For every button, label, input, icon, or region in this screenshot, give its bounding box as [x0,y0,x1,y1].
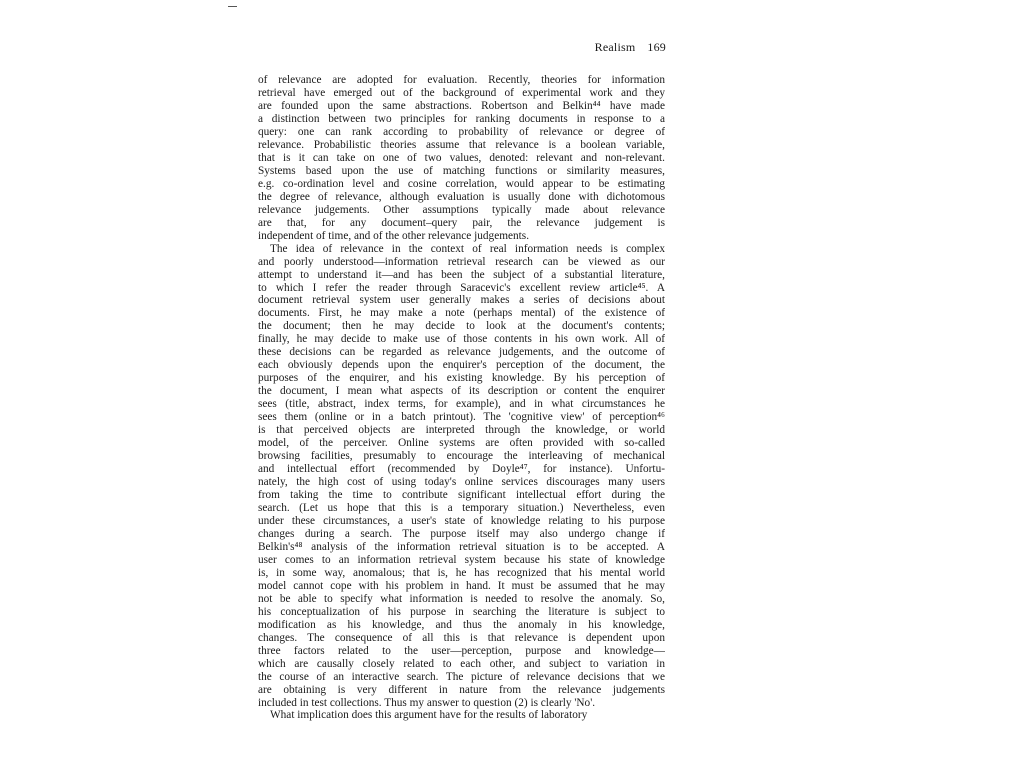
text-line: and intellectual effort (recommended by Doyle⁴⁷, for instance). Unfortu- [258,463,665,476]
text-line: of relevance are adopted for evaluation. Recently, theories for information [258,74,665,86]
text-line: is that perceived objects are interpreted through the knowledge, or world [258,424,665,437]
text-line: browsing facilities, presumably to encourage the interleaving of mechanical [258,450,665,463]
text-line: the document; then he may decide to look at the document's contents; [258,320,665,333]
text-line: sees (title, abstract, index terms, for example), and in what circumstances he [258,398,665,411]
text-line: documents. First, he may make a note (perhaps mental) of the existence of [258,307,665,320]
paragraph [258,243,665,710]
text-line: the course of an interactive search. The picture of relevance decisions that we [258,670,665,683]
text-line: under these circumstances, a user's state of knowledge relating to his purpose [258,514,665,527]
text-line: not be able to specify what information is needed to resolve the anomaly. So, [258,592,665,605]
text-line: his conceptualization of his purpose in searching the literature is subject to [258,605,665,618]
text-line: that is it can take on one of two values, denoted: relevant and non-relevant. [258,151,665,164]
body-text [258,74,665,722]
paragraph [258,74,665,243]
text-line: changes. The consequence of all this is that relevance is dependent upon [258,631,665,644]
text-line: the degree of relevance, although evaluation is usually done with dichotomous [258,190,665,203]
text-line: are that, for any document–query pair, the relevance judgement is [258,216,665,229]
text-line: is, in some way, anomalous; that is, he has recognized that his mental world [258,566,665,579]
paragraph [258,709,665,722]
text-line: three factors related to the user—perception, purpose and knowledge— [258,644,665,657]
text-line: are obtaining is very different in nature from the relevance judgements [258,683,665,696]
text-line: user comes to an information retrieval system because his state of knowledge [258,553,665,566]
text-line: query: one can rank according to probability of relevance or degree of [258,125,665,138]
text-line: model cannot cope with his problem in hand. It must be assumed that he may [258,579,665,592]
text-line: attempt to understand it—and has been the subject of a substantial literature, [258,268,665,281]
text-line: relevance. Probabilistic theories assume that relevance is a boolean variable, [258,138,665,151]
text-line: the document, I mean what aspects of its description or content the enquirer [258,385,665,398]
text-line: changes during a search. The purpose itself may also undergo change if [258,527,665,540]
text-line: relevance judgements. Other assumptions typically made about relevance [258,203,665,216]
text-line: each obviously depends upon the enquirer's perception of the document, the [258,359,665,372]
text-line: modification as his knowledge, and thus the anomaly in his knowledge, [258,618,665,631]
text-line: e.g. co-ordination level and cosine correlation, would appear to be estimating [258,177,665,190]
text-line: Systems based upon the use of matching functions or similarity measures, [258,164,665,177]
text-line: document retrieval system user generally makes a series of decisions about [258,294,665,307]
text-line: and poorly understood—information retrieval research can be viewed as our [258,255,665,268]
text-line: are founded upon the same abstractions. Robertson and Belkin⁴⁴ have made [258,99,665,112]
text-line: which are causally closely related to each other, and subject to variation in [258,657,665,670]
text-line: sees them (online or in a batch printout). The 'cognitive view' of perception⁴⁶ [258,411,665,424]
text-line: to which I refer the reader through Saracevic's excellent review article⁴⁵. A [258,281,665,294]
text-line: a distinction between two principles for ranking documents in response to a [258,112,665,125]
text-line: nately, the high cost of using today's online services discourages many users [258,476,665,489]
page-number: 169 [647,40,666,54]
text-line: model, of the perceiver. Online systems are often provided with so-called [258,437,665,450]
text-line: retrieval have emerged out of the background of experimental work and they [258,86,665,99]
text-line: What implication does this argument have for the results of laboratory [270,709,588,722]
text-line: Belkin's⁴⁸ analysis of the information retrieval situation is to be accepted. A [258,540,665,553]
text-line: included in test collections. Thus my answer to question (2) is clearly 'No'. [258,696,596,709]
running-head [595,40,666,55]
text-line: finally, he may decide to make use of those contents in his own work. All of [258,333,665,346]
text-line: these decisions can be regarded as relevance judgements, and the outcome of [258,346,665,359]
text-line: purposes of the enquirer, and his existing knowledge. By his perception of [258,372,665,385]
text-line: search. (Let us hope that this is a temporary situation.) Nevertheless, even [258,501,665,514]
text-line: from taking the time to contribute significant intellectual effort during the [258,489,665,501]
text-line: independent of time, and of the other relevance judgements. [258,229,530,242]
text-line: The idea of relevance in the context of real information needs is complex [270,242,665,255]
running-title: Realism [594,40,636,54]
scan-artifact-mark [228,6,237,7]
